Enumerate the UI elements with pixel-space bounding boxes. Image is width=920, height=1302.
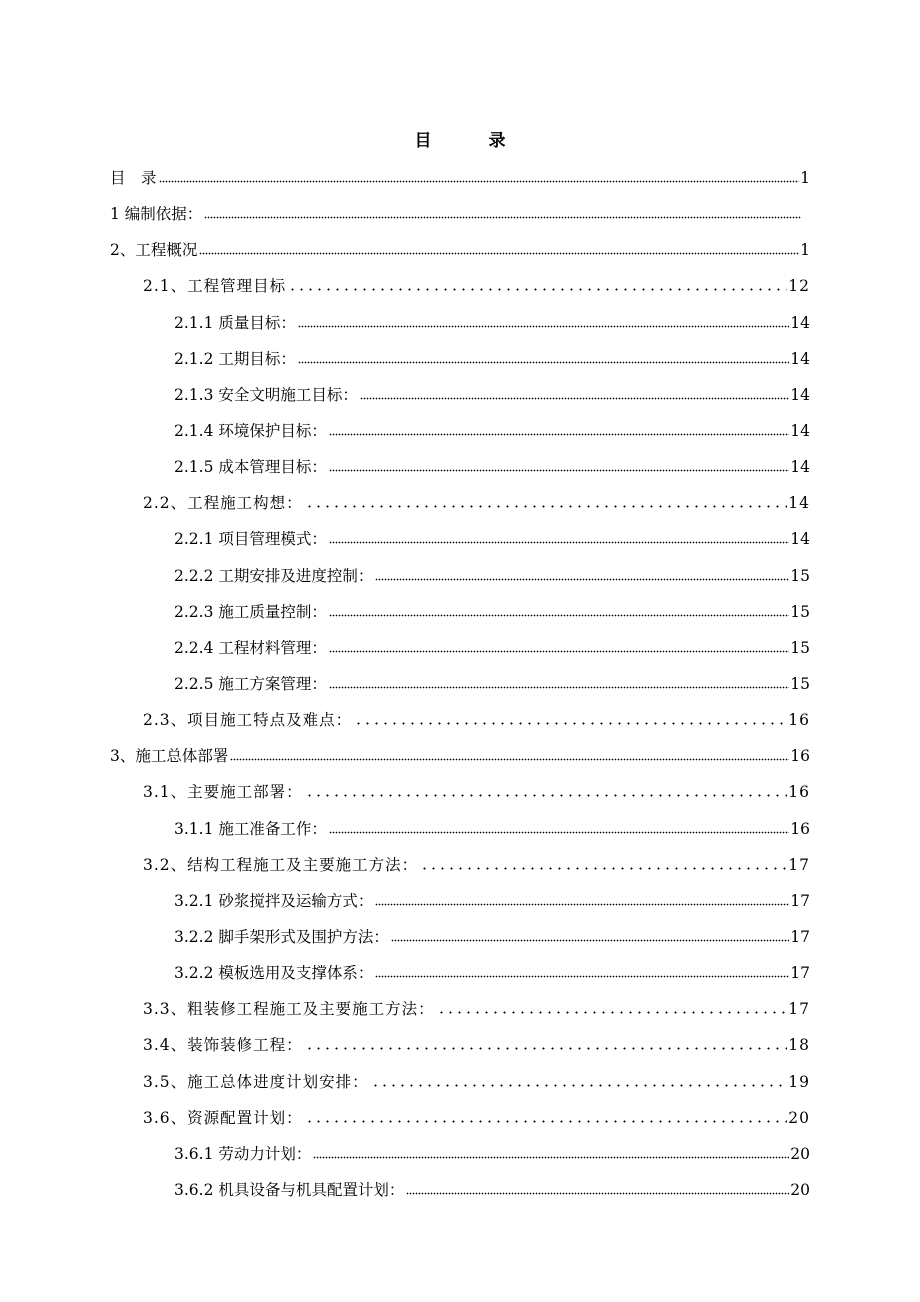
dot-leader xyxy=(298,325,789,328)
toc-entry[interactable] xyxy=(174,887,810,911)
toc-entry-page: 16 xyxy=(788,783,810,801)
dot-leader xyxy=(354,722,787,725)
dot-leader xyxy=(230,758,789,761)
toc-entry-page: 20 xyxy=(788,1109,810,1127)
toc-entry-label: 2.1.2 工期目标： xyxy=(174,350,296,368)
toc-entry-label: 3.1、主要施工部署： xyxy=(143,783,303,801)
toc-entry-page: 17 xyxy=(790,964,810,982)
dot-leader xyxy=(329,469,789,472)
toc-entry-page: 17 xyxy=(788,856,810,874)
toc-entry[interactable] xyxy=(143,706,810,730)
toc-entry-label: 3.2.2 脚手架形式及围护方法： xyxy=(174,928,389,946)
toc-entry-label: 3.2.1 砂浆搅拌及运输方式： xyxy=(174,892,374,910)
toc-entry[interactable] xyxy=(110,200,810,224)
toc-entry[interactable] xyxy=(174,815,810,839)
dot-leader xyxy=(329,831,789,834)
dot-leader xyxy=(204,216,801,219)
toc-entry-label: 3.2、结构工程施工及主要施工方法： xyxy=(143,856,419,874)
toc-entry[interactable] xyxy=(143,1068,810,1092)
toc-entry[interactable] xyxy=(174,634,810,658)
dot-leader xyxy=(375,975,789,978)
toc-entry-page: 14 xyxy=(790,530,810,548)
toc-entry-label: 目 录 xyxy=(110,169,157,187)
toc-entry[interactable] xyxy=(174,417,810,441)
toc-entry[interactable] xyxy=(110,742,810,766)
toc-entry-label: 2.1.5 成本管理目标： xyxy=(174,458,327,476)
toc-entry-page: 15 xyxy=(790,603,810,621)
toc-entry[interactable] xyxy=(143,1031,810,1055)
toc-entry-label: 3.3、粗装修工程施工及主要施工方法： xyxy=(143,1000,435,1018)
toc-entry-label: 2.2.5 施工方案管理： xyxy=(174,675,327,693)
toc-entry-label: 2.2、工程施工构想： xyxy=(143,494,303,512)
toc-entry[interactable] xyxy=(174,670,810,694)
toc-entry[interactable] xyxy=(174,923,810,947)
toc-entry-page: 14 xyxy=(790,458,810,476)
dot-leader xyxy=(159,180,800,183)
toc-entry[interactable] xyxy=(174,959,810,983)
dot-leader xyxy=(298,361,789,364)
toc-entry-label: 2.1.1 质量目标： xyxy=(174,314,296,332)
dot-leader xyxy=(360,397,789,400)
toc-entry-label: 3.1.1 施工准备工作： xyxy=(174,820,327,838)
toc-entry-label: 2.2.2 工期安排及进度控制： xyxy=(174,567,374,585)
dot-leader xyxy=(199,252,799,255)
toc-entry[interactable] xyxy=(174,381,810,405)
toc-entry-label: 2.2.1 项目管理模式： xyxy=(174,530,327,548)
toc-entry[interactable] xyxy=(174,598,810,622)
toc-entry-label: 2.2.3 施工质量控制： xyxy=(174,603,327,621)
toc-entry-label: 2.1.4 环境保护目标： xyxy=(174,422,327,440)
toc-entry-label: 2.1、工程管理目标 xyxy=(143,277,287,295)
toc-entry-page: 20 xyxy=(790,1181,810,1199)
dot-leader xyxy=(329,614,789,617)
toc-entry-page: 17 xyxy=(790,892,810,910)
toc-entry-label: 2.1.3 安全文明施工目标： xyxy=(174,386,358,404)
toc-entry[interactable] xyxy=(110,164,810,188)
dot-leader xyxy=(288,288,787,291)
dot-leader xyxy=(329,686,789,689)
toc-entry-label: 3.6.2 机具设备与机具配置计划： xyxy=(174,1181,405,1199)
toc-entry-label: 3.4、装饰装修工程： xyxy=(143,1036,303,1054)
dot-leader xyxy=(371,1084,788,1087)
toc-entry[interactable] xyxy=(174,525,810,549)
toc-entry[interactable] xyxy=(174,309,810,333)
dot-leader xyxy=(375,578,789,581)
toc-entry-page: 14 xyxy=(790,386,810,404)
toc-entry-label: 3.2.2 模板选用及支撑体系： xyxy=(174,964,374,982)
toc-entry-label: 3.6.1 劳动力计划： xyxy=(174,1145,312,1163)
toc-entry-page: 16 xyxy=(790,747,810,765)
toc-entry[interactable] xyxy=(174,562,810,586)
dot-leader xyxy=(305,505,788,508)
toc-entry[interactable] xyxy=(143,778,810,802)
toc-entry-label: 2.2.4 工程材料管理： xyxy=(174,639,327,657)
toc-entry-label: 3.5、施工总体进度计划安排： xyxy=(143,1073,369,1091)
toc-entry-page: 15 xyxy=(790,639,810,657)
toc-entry-page: 12 xyxy=(788,277,810,295)
toc-entry-page: 20 xyxy=(790,1145,810,1163)
toc-entry[interactable] xyxy=(143,489,810,513)
toc-entry-page: 14 xyxy=(790,350,810,368)
toc-entry-label: 2、工程概况 xyxy=(110,241,198,259)
toc-entry-label: 2.3、项目施工特点及难点： xyxy=(143,711,353,729)
toc-entry-label: 1 编制依据： xyxy=(110,205,203,223)
toc-entry[interactable] xyxy=(143,1104,810,1128)
dot-leader xyxy=(313,1156,789,1159)
toc-entry-page: 16 xyxy=(788,711,810,729)
dot-leader xyxy=(406,1192,789,1195)
toc-title: 目 录 xyxy=(414,131,526,151)
toc-entry-label: 3.6、资源配置计划： xyxy=(143,1109,303,1127)
dot-leader xyxy=(305,1120,788,1123)
dot-leader xyxy=(437,1011,788,1014)
toc-entry[interactable] xyxy=(110,236,810,260)
toc-entry-page: 15 xyxy=(790,675,810,693)
toc-entry-page: 15 xyxy=(790,567,810,585)
dot-leader xyxy=(329,650,789,653)
dot-leader xyxy=(420,867,787,870)
toc-entry[interactable] xyxy=(174,453,810,477)
dot-leader xyxy=(375,903,789,906)
toc-entry[interactable] xyxy=(143,272,810,296)
dot-leader xyxy=(305,794,788,797)
toc-entry-page: 14 xyxy=(790,422,810,440)
toc-entry-page: 1 xyxy=(800,169,810,187)
toc-entry-label: 3、施工总体部署 xyxy=(110,747,229,765)
dot-leader xyxy=(391,939,789,942)
toc-entry[interactable] xyxy=(143,851,810,875)
toc-entry-page: 16 xyxy=(790,820,810,838)
toc-entry-page: 19 xyxy=(788,1073,810,1091)
toc-entry-page: 1 xyxy=(800,241,810,259)
dot-leader xyxy=(329,433,789,436)
toc-entry[interactable] xyxy=(174,1176,810,1200)
dot-leader xyxy=(329,541,789,544)
toc-entry-page: 17 xyxy=(788,1000,810,1018)
toc-entry[interactable] xyxy=(174,1140,810,1164)
dot-leader xyxy=(305,1047,788,1050)
toc-entry-page: 14 xyxy=(790,314,810,332)
toc-entry-page: 18 xyxy=(788,1036,810,1054)
toc-entry[interactable] xyxy=(143,995,810,1019)
toc-entry[interactable] xyxy=(174,345,810,369)
toc-entry-page: 14 xyxy=(788,494,810,512)
toc-entry-page: 17 xyxy=(790,928,810,946)
